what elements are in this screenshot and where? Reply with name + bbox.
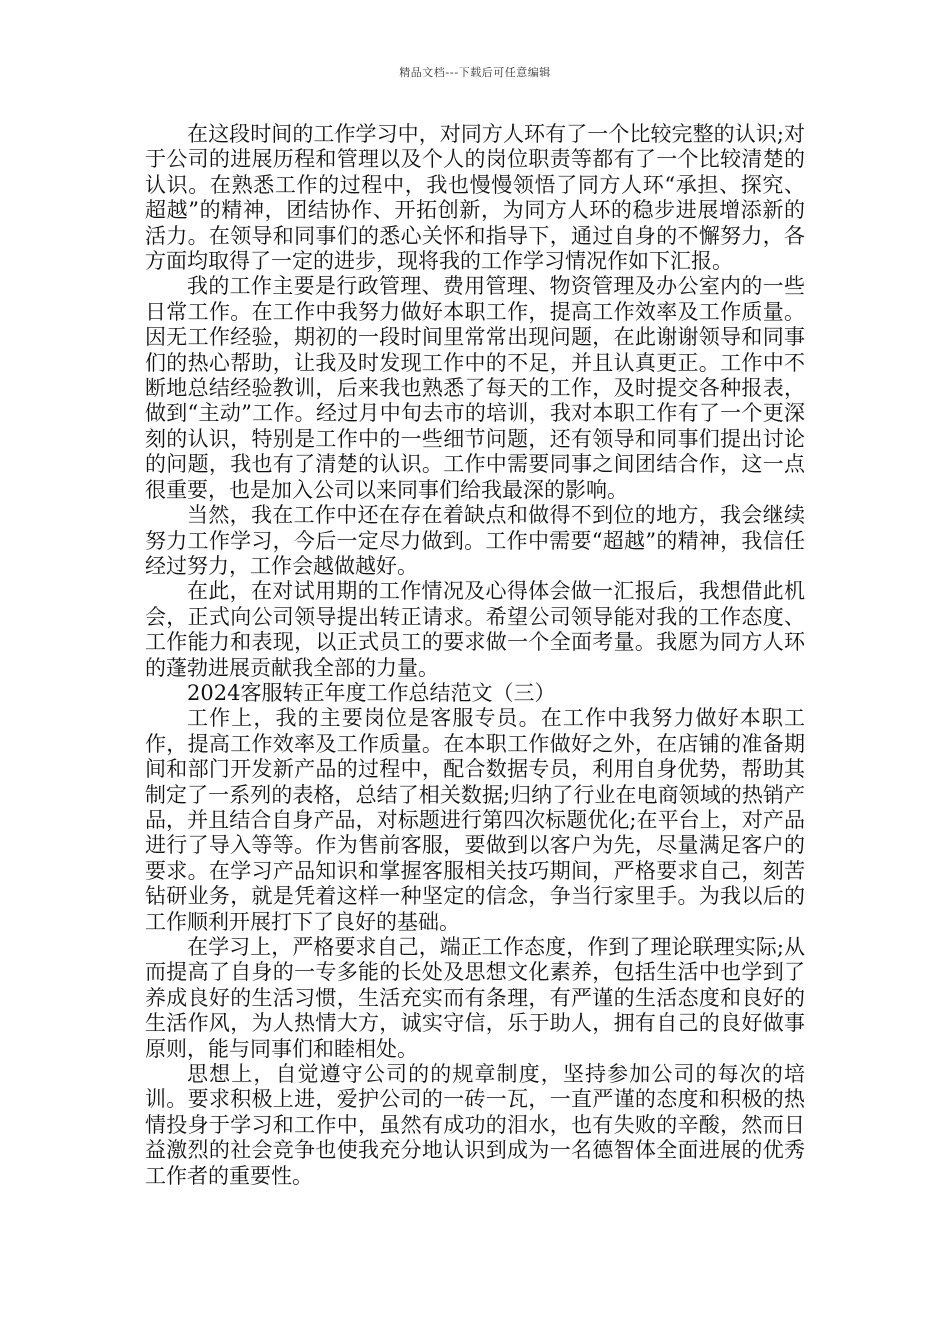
paragraph-6: 在学习上，严格要求自己，端正工作态度，作到了理论联理实际;从而提高了自身的一专多能的长处及思想文化素养，包括生活中也学到了养成良好的生活习惯，生活充实而有条理，有严谨的生活态度和良好的生活作风，为人热情大方，诚实守信，乐于助人，拥有自己的良好做事原则，能与同事们和睦相处。 bbox=[145, 935, 805, 1061]
document-body bbox=[145, 122, 805, 1189]
paragraph-5: 工作上，我的主要岗位是客服专员。在工作中我努力做好本职工作，提高工作效率及工作质量。在本职工作做好之外，在店铺的准备期间和部门开发新产品的过程中，配合数据专员，利用自身优势，帮助其制定了一系列的表格，总结了相关数据;归纳了行业在电商领域的热销产品，并且结合自身产品，对标题进行第四次标题优化;在平台上，对产品进行了导入等等。作为售前客服，要做到以客户为先，尽量满足客户的要求。在学习产品知识和掌握客服相关技巧期间，严格要求自己，刻苦钻研业务，就是凭着这样一种坚定的信念，争当行家里手。为我以后的工作顺利开展打下了良好的基础。 bbox=[145, 706, 805, 934]
section-heading: 2024客服转正年度工作总结范文（三） bbox=[187, 680, 556, 705]
paragraph-4: 在此，在对试用期的工作情况及心得体会做一汇报后，我想借此机会，正式向公司领导提出转正请求。希望公司领导能对我的工作态度、工作能力和表现，以正式员工的要求做一个全面考量。我愿为同方人环的蓬勃进展贡献我全部的力量。 bbox=[145, 579, 805, 680]
paragraph-1: 在这段时间的工作学习中，对同方人环有了一个比较完整的认识;对于公司的进展历程和管理以及个人的岗位职责等都有了一个比较清楚的认识。在熟悉工作的过程中，我也慢慢领悟了同方人环“承担、探究、超越”的精神，团结协作、开拓创新，为同方人环的稳步进展增添新的活力。在领导和同事们的悉心关怀和指导下，通过自身的不懈努力，各方面均取得了一定的进步，现将我的工作学习情况作如下汇报。 bbox=[145, 122, 805, 274]
page-header: 精品文档---下载后可任意编辑 bbox=[399, 66, 551, 79]
paragraph-3: 当然，我在工作中还在存在着缺点和做得不到位的地方，我会继续努力工作学习，今后一定尽力做到。工作中需要“超越”的精神，我信任经过努力，工作会越做越好。 bbox=[145, 503, 805, 578]
paragraph-2: 我的工作主要是行政管理、费用管理、物资管理及办公室内的一些日常工作。在工作中我努力做好本职工作，提高工作效率及工作质量。因无工作经验，期初的一段时间里常常出现问题，在此谢谢领导和同事们的热心帮助，让我及时发现工作中的不足，并且认真更正。工作中不断地总结经验教训，后来我也熟悉了每天的工作，及时提交各种报表，做到“主动”工作。经过月中旬去市的培训，我对本职工作有了一个更深刻的认识，特别是工作中的一些细节问题，还有领导和同事们提出讨论的问题，我也有了清楚的认识。工作中需要同事之间团结合作，这一点很重要，也是加入公司以来同事们给我最深的影响。 bbox=[145, 274, 805, 502]
paragraph-7: 思想上，自觉遵守公司的的规章制度，坚持参加公司的每次的培训。要求积极上进，爱护公司的一砖一瓦，一直严谨的态度和积极的热情投身于学习和工作中，虽然有成功的泪水，也有失败的辛酸，然而日益激烈的社会竞争也使我充分地认识到成为一名德智体全面进展的优秀工作者的重要性。 bbox=[145, 1062, 805, 1188]
